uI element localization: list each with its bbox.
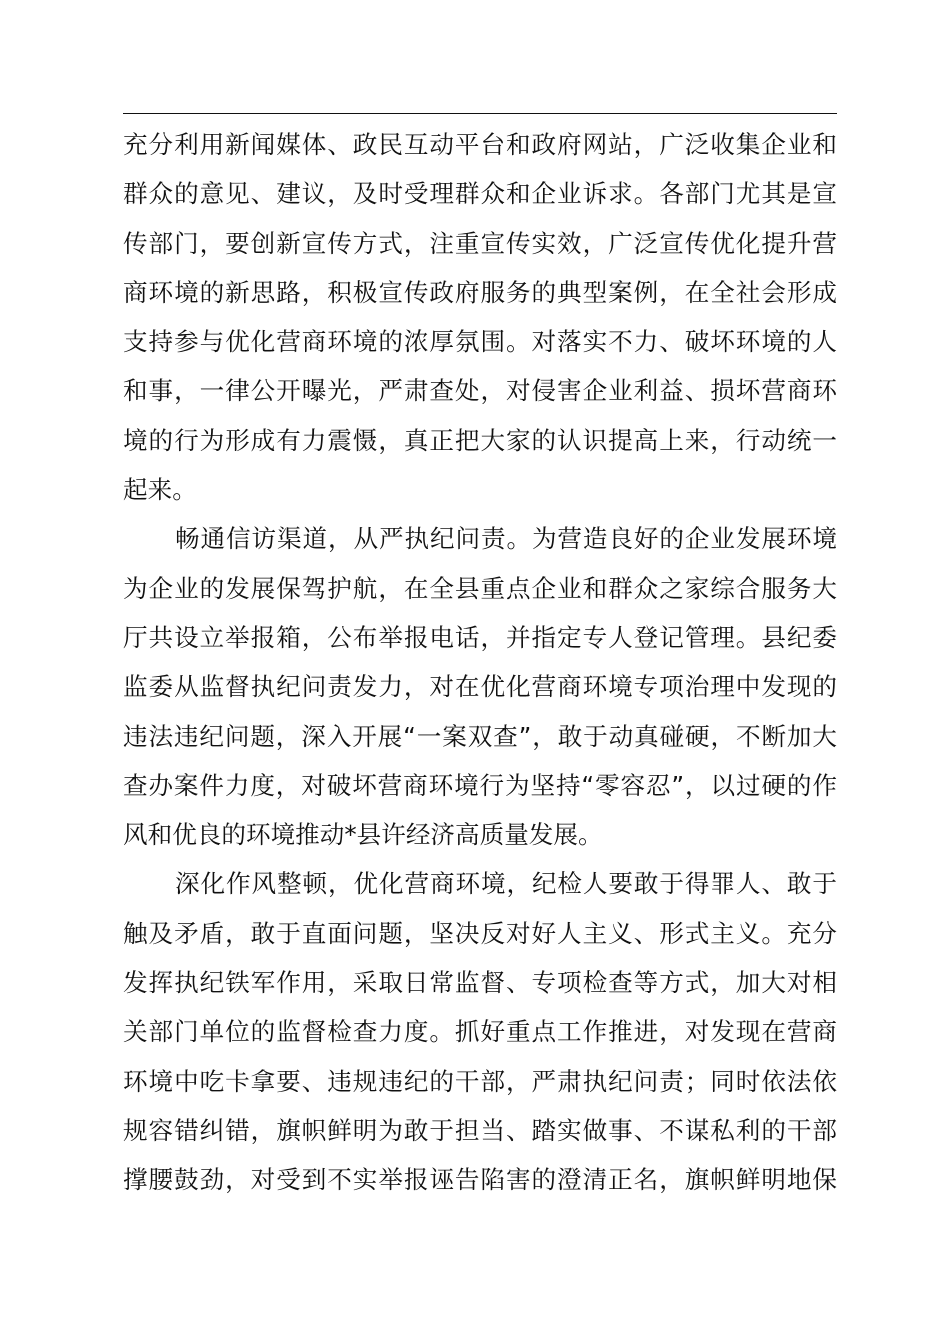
text-line: 风和优良的环境推动*县许经济高质量发展。 (123, 820, 603, 850)
text-line: 为企业的发展保驾护航，在全县重点企业和群众之家综合服务大 (123, 573, 837, 603)
paragraph-2 (123, 514, 837, 859)
text-line: 发挥执纪铁军作用，采取日常监督、专项检查等方式，加大对相 (123, 968, 837, 998)
text-line: 支持参与优化营商环境的浓厚氛围。对落实不力、破坏环境的人 (123, 327, 837, 357)
text-line: 查办案件力度，对破坏营商环境行为坚持“零容忍”，以过硬的作 (123, 770, 837, 800)
text-line: 深化作风整顿，优化营商环境，纪检人要敢于得罪人、敢于 (175, 869, 837, 899)
paragraph-1 (123, 120, 837, 514)
paragraph-3 (123, 859, 837, 1204)
text-line: 关部门单位的监督检查力度。抓好重点工作推进，对发现在营商 (123, 1017, 837, 1047)
text-line: 境的行为形成有力震慑，真正把大家的认识提高上来，行动统一 (123, 425, 837, 455)
text-line: 充分利用新闻媒体、政民互动平台和政府网站，广泛收集企业和 (123, 130, 837, 159)
text-line: 规容错纠错，旗帜鲜明为敢于担当、踏实做事、不谋私利的干部 (123, 1115, 837, 1145)
text-line: 和事，一律公开曝光，严肃查处，对侵害企业利益、损坏营商环 (123, 376, 837, 406)
text-line: 环境中吃卡拿要、违规违纪的干部，严肃执纪问责；同时依法依 (123, 1066, 837, 1096)
text-line: 畅通信访渠道，从严执纪问责。为营造良好的企业发展环境 (175, 524, 837, 554)
text-line: 厅共设立举报箱，公布举报电话，并指定专人登记管理。县纪委 (123, 622, 837, 652)
text-line: 触及矛盾，敢于直面问题，坚决反对好人主义、形式主义。充分 (123, 918, 837, 948)
text-line: 群众的意见、建议，及时受理群众和企业诉求。各部门尤其是宣 (123, 179, 837, 209)
document-body (123, 120, 837, 1205)
text-line: 起来。 (123, 475, 197, 505)
text-line: 撑腰鼓劲，对受到不实举报诬告陷害的澄清正名，旗帜鲜明地保 (123, 1165, 837, 1195)
header-rule (123, 113, 837, 114)
text-line: 违法违纪问题，深入开展“一案双查”，敢于动真碰硬，不断加大 (123, 721, 837, 751)
text-line: 商环境的新思路，积极宣传政府服务的典型案例，在全社会形成 (123, 277, 837, 307)
text-line: 监委从监督执纪问责发力，对在优化营商环境专项治理中发现的 (123, 672, 837, 702)
text-line: 传部门，要创新宣传方式，注重宣传实效，广泛宣传优化提升营 (123, 228, 837, 258)
